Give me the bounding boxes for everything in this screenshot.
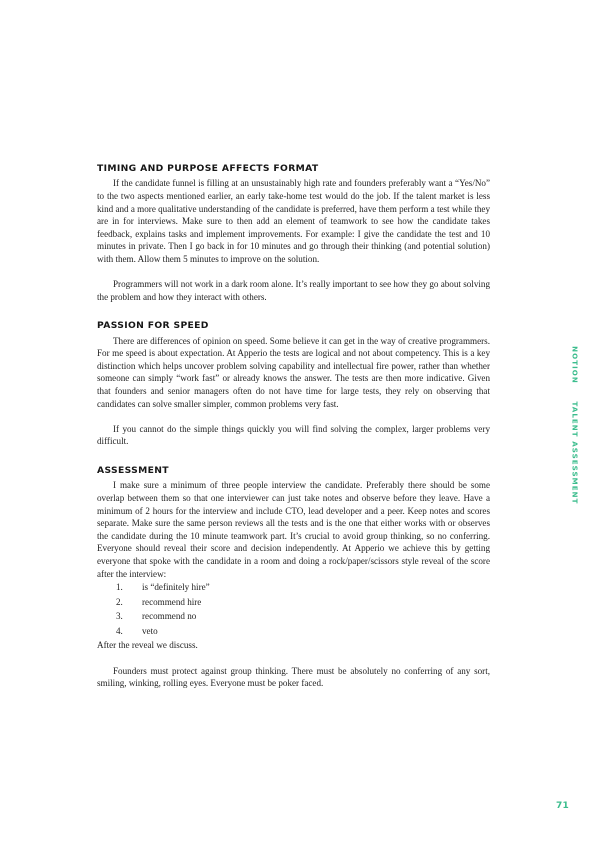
paragraph-after-list: After the reveal we discuss. <box>97 640 198 651</box>
paragraph-passion-1: There are differences of opinion on speed. Some believe it can get in the way of creative programmers. For me speed is about expectation. At Apperio the tests are logical and not about competency. This is a key distinction which helps uncover problem solving capability and intellectual fire power, rather than whether someone can simply “work fast” or already knows the answer. The tests are then more indicative. Given that founders and senior managers often do not have time for large tests, they rely on observing that candidates can solve smaller simpler, common problems very fast. <box>97 335 490 409</box>
list-item-label: recommend hire <box>142 596 202 607</box>
running-head-chapter: TALENT ASSESSMENT <box>570 401 580 505</box>
list-item-label: veto <box>142 625 158 636</box>
list-item-label: is “definitely hire” <box>142 582 210 593</box>
list-item <box>97 609 490 624</box>
list-item-number: 4. <box>116 625 123 636</box>
section-heading-passion-for-speed: PASSION FOR SPEED <box>97 320 209 332</box>
list-item-number: 2. <box>116 596 123 607</box>
section-heading-assessment: ASSESSMENT <box>97 464 169 476</box>
page-content-column <box>97 163 490 690</box>
score-reveal-list <box>97 580 490 638</box>
running-head-rail <box>555 0 595 852</box>
list-item-label: recommend no <box>142 611 197 622</box>
list-item-number: 1. <box>116 582 123 593</box>
list-item <box>97 580 490 595</box>
list-item-number: 3. <box>116 611 123 622</box>
page-number: 71 <box>556 801 570 811</box>
paragraph-assessment-1: I make sure a minimum of three people interview the candidate. Preferably there should be some overlap between them so that one interviewer can just take notes and observe before they leave. Have a minimum of 2 hours for the interview and include CTO, lead developer and a peer. Keep notes and scores separate. Make sure the same person reviews all the tests and is the one that either works with or observes the candidate during the 10 minute teamwork part. It’s crucial to avoid group thinking, so no conferring. Everyone should reveal their score and decision independently. At Apperio we achieve this by getting everyone that spoke with the candidate in a room and doing a rock/paper/scissors style reveal of the score after the interview: <box>97 480 490 579</box>
paragraph-assessment-closing: Founders must protect against group thinking. There must be absolutely no conferring of any sort, smiling, winking, rolling eyes. Everyone must be poker faced. <box>97 665 490 689</box>
list-item <box>97 624 490 639</box>
running-head-brand: NOTION <box>570 346 580 384</box>
section-heading-timing-and-purpose: TIMING AND PURPOSE AFFECTS FORMAT <box>97 163 319 174</box>
list-item <box>97 595 490 610</box>
paragraph-passion-2: If you cannot do the simple things quickly you will find solving the complex, larger problems very difficult. <box>97 423 490 447</box>
paragraph-timing-1: If the candidate funnel is filling at an unsustainably high rate and founders preferably want a “Yes/No” to the two aspects mentioned earlier, an early take-home test would do the job. If the talent market is less kind and a more qualitative understanding of the candidate is preferred, have them perform a test while they are in for interviews. Make sure to then add an element of teamwork to see how the candidate takes feedback, explains tasks and implement improvements. For example: I give the candidate the test and 10 minutes in private. Then I go back in for 10 minutes and go through their thinking (and potential solution) with them. Allow them 5 minutes to improve on the solution. <box>97 178 490 264</box>
paragraph-timing-2: Programmers will not work in a dark room alone. It’s really important to see how they go about solving the problem and how they interact with others. <box>97 279 490 302</box>
